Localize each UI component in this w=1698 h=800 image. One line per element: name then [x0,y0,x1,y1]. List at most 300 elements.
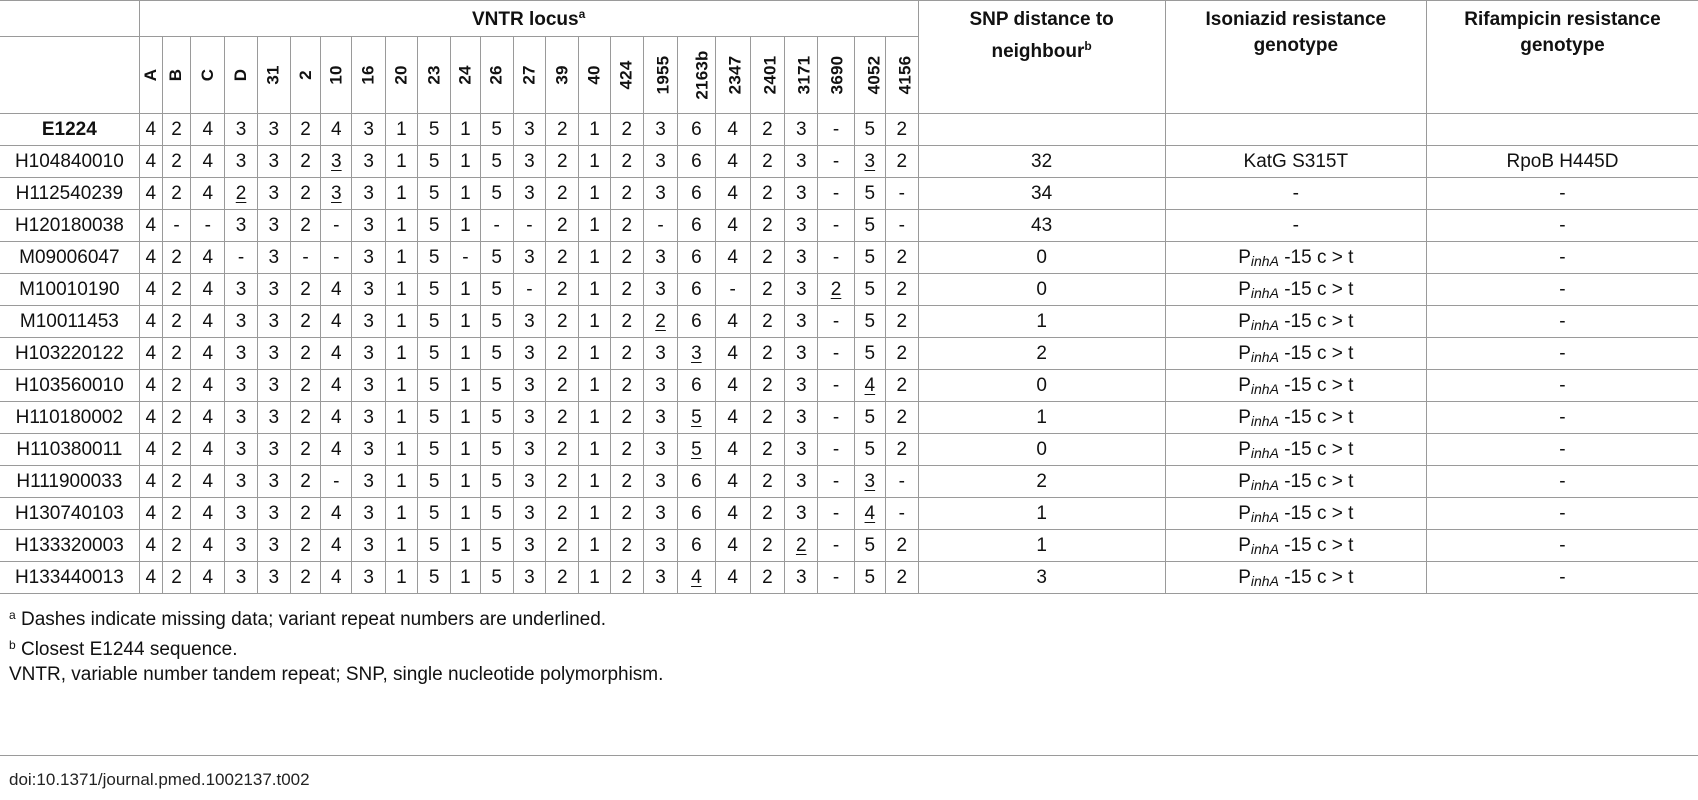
repeat-value: 3 [235,502,247,524]
locus-value [225,274,257,306]
sample-id: H110380011 [0,434,139,466]
locus-value [579,114,610,146]
isoniazid-genotype [1165,274,1426,306]
repeat-value: 5 [491,342,502,364]
repeat-value: - [333,246,340,268]
variant-repeat-value: 3 [864,150,876,172]
locus-label: 2163b [692,50,712,100]
locus-value [678,178,715,210]
repeat-value: 4 [145,118,157,140]
isoniazid-mutation-text: -15 c > t [1278,502,1354,524]
repeat-value: 2 [556,182,568,204]
table-row [0,466,1698,498]
locus-value [750,370,784,402]
locus-value [610,434,643,466]
isoniazid-gene-subscript: inhA [1250,380,1279,397]
repeat-value: 3 [363,502,374,524]
repeat-value: - [333,214,340,236]
locus-value [352,562,385,594]
doi-link[interactable]: doi:10.1371/journal.pmed.1002137.t002 [9,770,310,789]
locus-value [546,306,579,338]
repeat-value: 2 [762,342,773,364]
locus-value [451,498,480,530]
repeat-value: - [462,246,469,268]
repeat-value: 3 [268,374,280,396]
locus-value [451,114,480,146]
locus-value [352,370,385,402]
locus-header-424 [610,37,643,114]
repeat-value: 2 [896,566,908,588]
table-row [0,498,1698,530]
repeat-value: 1 [460,278,471,300]
locus-value [643,434,677,466]
locus-value [139,338,162,370]
isoniazid-gene-subscript: inhA [1250,540,1279,557]
isoniazid-genotype [1165,402,1426,434]
sample-id: E1224 [0,114,139,146]
sample-id: M10010190 [0,274,139,306]
locus-value [139,210,162,242]
locus-value [139,146,162,178]
repeat-value: 3 [235,214,247,236]
isoniazid-mutation-text: -15 c > t [1278,246,1354,268]
isoniazid-mutation-text: -15 c > t [1278,310,1354,332]
locus-value [546,338,579,370]
locus-value [352,210,385,242]
locus-value [385,402,417,434]
locus-header-d [225,37,257,114]
locus-value [290,434,320,466]
locus-value [513,562,545,594]
repeat-value: 2 [171,150,182,172]
repeat-value: 6 [691,534,702,556]
repeat-value: 1 [589,150,600,172]
footnote-a [9,600,663,630]
repeat-value: 5 [428,502,440,524]
isoniazid-gene-subscript: inhA [1250,572,1279,589]
locus-value [290,210,320,242]
locus-value [162,306,190,338]
locus-value [610,114,643,146]
repeat-value: 1 [396,246,407,268]
locus-value [418,498,451,530]
locus-value [290,306,320,338]
repeat-value: - [832,310,840,332]
locus-value [610,242,643,274]
locus-value [610,210,643,242]
repeat-value: 4 [145,182,157,204]
repeat-value: 1 [460,502,471,524]
locus-value [885,370,918,402]
locus-value [885,402,918,434]
locus-header-2 [290,37,320,114]
locus-value [818,402,854,434]
repeat-value: 2 [171,502,182,524]
repeat-value: 4 [202,118,214,140]
locus-value [480,146,513,178]
repeat-value: 4 [202,278,214,300]
locus-value [191,562,225,594]
repeat-value: 1 [460,438,471,460]
repeat-value: 3 [268,278,280,300]
repeat-value: 3 [363,182,374,204]
repeat-value: 2 [621,278,633,300]
isoniazid-genotype-text: P [1238,438,1251,460]
repeat-value: 6 [691,502,702,524]
locus-value [785,114,818,146]
locus-value [480,338,513,370]
repeat-value: 3 [363,566,374,588]
repeat-value: - [832,214,840,236]
repeat-value: 2 [171,470,182,492]
locus-header-16 [352,37,385,114]
locus-header-23 [418,37,451,114]
locus-value [579,530,610,562]
repeat-value: 4 [202,342,214,364]
repeat-value: 5 [491,150,502,172]
locus-value [643,370,677,402]
repeat-value: 4 [331,310,342,332]
locus-label: 27 [519,65,539,85]
locus-label: 40 [584,65,604,85]
snp-distance: 0 [918,434,1165,466]
repeat-value: 2 [621,438,633,460]
repeat-value: - [832,150,840,172]
locus-header-4052 [854,37,885,114]
locus-value [885,562,918,594]
repeat-value: 3 [524,342,535,364]
locus-value [418,210,451,242]
repeat-value: 4 [202,534,214,556]
repeat-value: 4 [202,374,214,396]
snp-distance-title: SNP distance to neighbour [969,9,1114,62]
repeat-value: 1 [396,214,407,236]
isoniazid-mutation-text: -15 c > t [1278,534,1354,556]
locus-value [715,274,750,306]
locus-value [321,370,352,402]
repeat-value: 4 [331,566,342,588]
repeat-value: 3 [524,438,535,460]
repeat-value: - [657,214,664,236]
locus-value [162,434,190,466]
isoniazid-gene-subscript: inhA [1250,284,1279,301]
locus-value [785,306,818,338]
locus-value [352,306,385,338]
repeat-value: 2 [300,406,311,428]
locus-value [191,434,225,466]
repeat-value: 2 [556,374,568,396]
repeat-value: 3 [268,534,280,556]
locus-label: 23 [424,65,444,85]
locus-label: 39 [552,65,572,85]
locus-value [162,242,190,274]
repeat-value: 4 [727,310,738,332]
repeat-value: 3 [363,214,374,236]
locus-value [854,402,885,434]
repeat-value: 3 [655,278,666,300]
locus-value [546,178,579,210]
locus-value [352,274,385,306]
locus-value [321,530,352,562]
locus-value [418,178,451,210]
locus-value [750,146,784,178]
repeat-value: - [832,502,840,524]
locus-value [643,146,677,178]
locus-value [546,530,579,562]
locus-value [818,178,854,210]
repeat-value: 5 [864,534,876,556]
repeat-value: 1 [589,278,600,300]
locus-value [257,466,290,498]
snp-distance [918,114,1165,146]
locus-value [818,530,854,562]
locus-value [785,274,818,306]
repeat-value: 1 [460,566,471,588]
locus-value [885,114,918,146]
locus-value [818,338,854,370]
repeat-value: 4 [331,278,342,300]
repeat-value: 4 [145,566,157,588]
repeat-value: 4 [145,374,157,396]
repeat-value: 5 [491,438,502,460]
locus-value [715,562,750,594]
rifampicin-genotype: - [1426,210,1698,242]
repeat-value: 3 [363,310,374,332]
sample-id: H103560010 [0,370,139,402]
locus-value [480,562,513,594]
locus-value [750,178,784,210]
repeat-value: 2 [300,310,311,332]
repeat-value: 3 [655,406,666,428]
locus-value [418,562,451,594]
locus-value [352,178,385,210]
isoniazid-genotype-text: P [1238,534,1251,556]
repeat-value: 3 [235,150,247,172]
repeat-value: 3 [235,342,247,364]
repeat-value: 2 [621,118,633,140]
repeat-value: 3 [235,278,247,300]
locus-value [385,562,417,594]
repeat-value: 1 [460,406,471,428]
repeat-value: 2 [621,534,633,556]
locus-value [139,530,162,562]
locus-value [750,434,784,466]
repeat-value: - [898,502,905,524]
repeat-value: 5 [428,470,440,492]
repeat-value: 3 [235,310,247,332]
locus-value [225,338,257,370]
locus-value [818,210,854,242]
snp-distance: 0 [918,370,1165,402]
locus-value [643,562,677,594]
locus-value [513,210,545,242]
locus-header-26 [480,37,513,114]
repeat-value: 5 [491,566,502,588]
locus-value [257,434,290,466]
repeat-value: 2 [171,310,182,332]
table-row [0,338,1698,370]
locus-value [546,370,579,402]
locus-value [162,114,190,146]
repeat-value: 2 [621,246,633,268]
locus-value [785,242,818,274]
repeat-value: 2 [762,502,773,524]
repeat-value: - [832,246,840,268]
repeat-value: - [333,470,340,492]
locus-value [818,562,854,594]
repeat-value: 3 [268,246,280,268]
locus-value [257,114,290,146]
locus-value [546,402,579,434]
repeat-value: 4 [727,246,738,268]
repeat-value: 4 [145,310,157,332]
locus-value [352,242,385,274]
repeat-value: 3 [235,374,247,396]
repeat-value: 2 [171,566,182,588]
repeat-value: 1 [589,438,600,460]
table-row [0,114,1698,146]
locus-value [785,530,818,562]
isoniazid-genotype-text: P [1238,406,1251,428]
locus-value [610,402,643,434]
locus-value [785,338,818,370]
locus-value [480,242,513,274]
repeat-value: 1 [396,502,407,524]
locus-value [885,338,918,370]
repeat-value: 3 [363,246,374,268]
repeat-value: - [493,214,500,236]
variant-repeat-value: 5 [691,406,702,428]
repeat-value: 3 [363,470,374,492]
locus-value [290,530,320,562]
locus-value [451,434,480,466]
locus-value [678,370,715,402]
header-row-top [0,1,1698,37]
locus-value [352,114,385,146]
repeat-value: 3 [795,470,807,492]
table-row [0,242,1698,274]
snp-distance-footnote-mark: b [1084,39,1092,53]
repeat-value: 4 [202,310,214,332]
repeat-value: - [832,534,840,556]
repeat-value: 5 [491,470,502,492]
locus-value [162,178,190,210]
repeat-value: 4 [727,438,738,460]
repeat-value: 2 [556,214,568,236]
locus-header-c [191,37,225,114]
isoniazid-gene-subscript: inhA [1250,412,1279,429]
locus-value [352,338,385,370]
locus-value [321,562,352,594]
locus-value [451,402,480,434]
repeat-value: 6 [691,310,702,332]
locus-value [385,434,417,466]
locus-value [321,114,352,146]
locus-value [610,338,643,370]
repeat-value: 3 [655,534,666,556]
repeat-value: 3 [795,566,807,588]
locus-value [546,114,579,146]
repeat-value: 4 [727,182,738,204]
repeat-value: 4 [331,438,342,460]
variant-repeat-value: 2 [830,278,842,300]
repeat-value: 2 [300,118,311,140]
locus-value [678,498,715,530]
repeat-value: - [832,438,840,460]
locus-value [480,306,513,338]
repeat-value: 2 [621,310,633,332]
variant-repeat-value: 3 [864,470,876,492]
locus-value [513,114,545,146]
locus-value [818,498,854,530]
locus-value [785,434,818,466]
rifampicin-genotype: - [1426,434,1698,466]
locus-value [451,466,480,498]
locus-value [162,210,190,242]
locus-value [418,146,451,178]
locus-label: A [140,68,160,82]
sample-id: H133440013 [0,562,139,594]
locus-value [385,530,417,562]
locus-value [885,466,918,498]
repeat-value: 3 [795,278,807,300]
locus-value [225,306,257,338]
repeat-value: 3 [795,342,807,364]
repeat-value: 1 [589,566,600,588]
table-row [0,146,1698,178]
locus-value [290,370,320,402]
locus-value [162,530,190,562]
repeat-value: 6 [691,374,702,396]
repeat-value: 4 [727,374,738,396]
repeat-value: 3 [655,502,666,524]
repeat-value: - [898,470,905,492]
isoniazid-genotype [1165,434,1426,466]
locus-value [352,466,385,498]
locus-value [225,114,257,146]
repeat-value: 1 [589,502,600,524]
locus-value [750,402,784,434]
isoniazid-genotype [1165,562,1426,594]
locus-value [854,242,885,274]
repeat-value: 3 [795,406,807,428]
locus-value [290,178,320,210]
repeat-value: 2 [171,342,182,364]
isoniazid-genotype-text: P [1238,278,1251,300]
locus-value [643,178,677,210]
repeat-value: 4 [331,406,342,428]
locus-value [885,306,918,338]
locus-value [750,498,784,530]
repeat-value: 2 [556,534,568,556]
repeat-value: 2 [896,534,908,556]
repeat-value: 2 [896,342,908,364]
repeat-value: 1 [396,406,407,428]
locus-value [885,530,918,562]
locus-value [139,562,162,594]
locus-value [579,274,610,306]
locus-value [610,178,643,210]
locus-value [715,466,750,498]
locus-value [579,370,610,402]
table-row [0,178,1698,210]
locus-value [257,498,290,530]
locus-header-3690 [818,37,854,114]
repeat-value: 3 [363,534,374,556]
repeat-value: 2 [762,246,773,268]
locus-label: D [231,68,251,82]
repeat-value: 4 [331,118,342,140]
